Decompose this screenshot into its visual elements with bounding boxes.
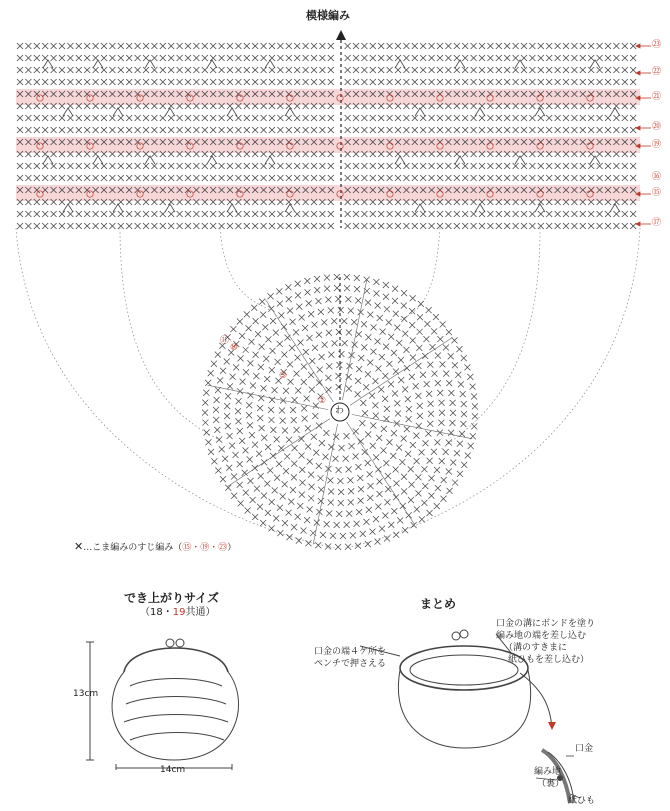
label-fabric-2: （裏）	[537, 779, 565, 789]
center-mark: わ	[335, 406, 345, 416]
circle-label-5: ⑤	[279, 371, 288, 381]
label-frame: 口金	[575, 744, 594, 754]
finished-title: でき上がりサイズ	[124, 591, 220, 605]
row-label-21: ㉑	[652, 92, 662, 102]
circle-label-1: ①	[318, 396, 327, 406]
stitch-grid	[17, 43, 636, 229]
assembly-note-left-1: 口金の端４ケ所を	[314, 647, 387, 657]
pointer-arrow-icon	[548, 722, 556, 730]
width-dimension: 14cm	[160, 765, 186, 775]
height-dimension: 13cm	[73, 689, 99, 699]
row-label-22: ㉒	[652, 67, 662, 77]
row-arrows	[634, 36, 654, 236]
finished-sub-red: 19	[172, 607, 186, 618]
legend-prefix: …こま編みのすじ編み（	[83, 543, 183, 553]
row-label-15: ⑮	[652, 188, 662, 198]
assembly-note-left-2: ペンチで押さえる	[314, 659, 387, 669]
finished-purse-illustration	[80, 620, 280, 770]
finished-subtitle	[140, 607, 215, 619]
assembly-note-right-2: 編み地の端を差し込む	[496, 631, 587, 641]
stitch-x-icon: ✕	[74, 540, 84, 553]
label-fabric-1: 編み地	[534, 767, 562, 777]
finished-sub-close: 共通）	[185, 607, 216, 618]
pattern-title: 模様編み	[306, 9, 350, 22]
circle-label-10: ⑩	[230, 343, 239, 353]
assembly-note-right-4: 紙ひもを差し込む）	[508, 655, 590, 665]
assembly-note-right-3: （溝のすきまに	[504, 643, 568, 653]
assembly-note-right-1: 口金の溝にボンドを塗り	[496, 619, 596, 629]
legend	[74, 540, 236, 553]
label-string: 紙ひも	[568, 796, 596, 806]
assembly-illustration	[360, 618, 630, 808]
legend-rows: ⑮・⑲・㉓	[182, 543, 228, 553]
row-label-17: ⑰	[652, 218, 662, 228]
assembly-title: まとめ	[420, 597, 457, 611]
row-label-19: ⑲	[652, 140, 662, 150]
start-arrow-icon	[336, 30, 346, 40]
legend-suffix: ）	[227, 543, 237, 553]
finished-sub-open: （18・	[140, 607, 173, 618]
row-label-20: ⑳	[652, 122, 662, 132]
circle-label-11: ⑪	[220, 336, 230, 346]
row-label-16: ⑯	[652, 172, 662, 182]
row-label-23: ㉓	[652, 40, 662, 50]
